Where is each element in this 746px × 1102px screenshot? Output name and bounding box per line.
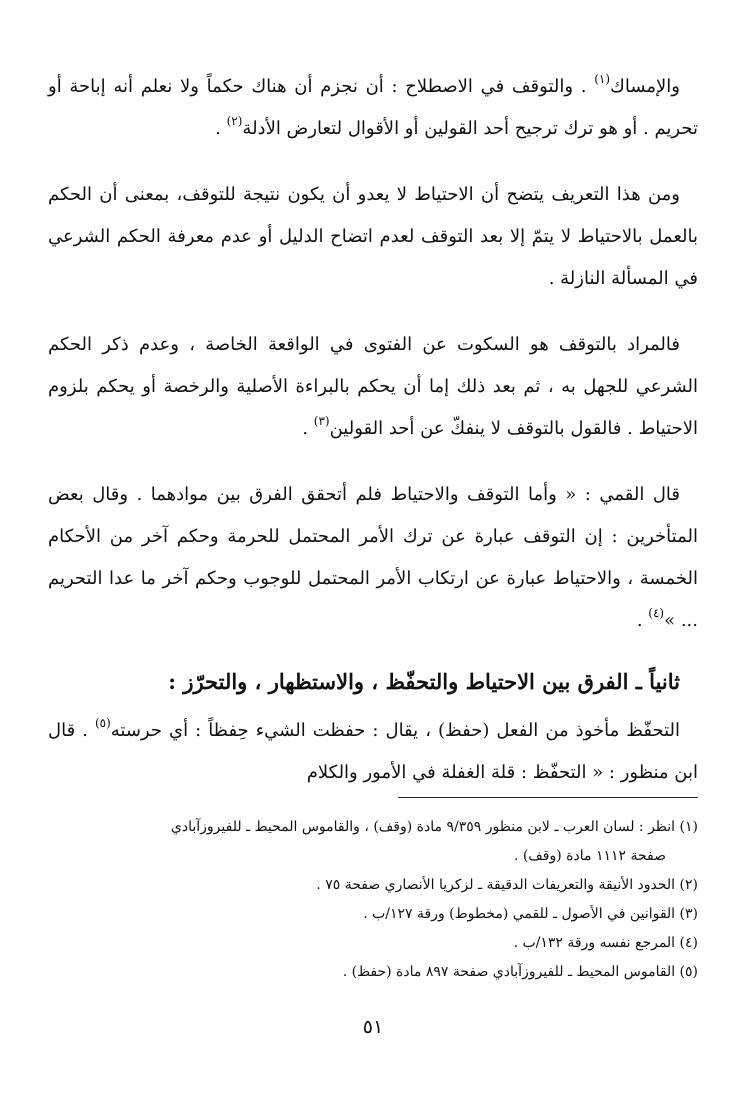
footnote-marker: (٢) <box>679 877 698 893</box>
paragraphs <box>48 66 698 642</box>
section-heading: ثانياً ـ الفرق بين الاحتياط والتحفّظ ، والاستظهار ، والتحرّز : <box>168 669 680 694</box>
paragraph <box>48 324 698 450</box>
footnote-marker: (٣) <box>679 906 698 922</box>
footnote-text: القاموس المحيط ـ للفيروزآبادي صفحة ٨٩٧ مادة (حفظ) . <box>342 964 680 980</box>
footnote-reference: (٤) <box>648 606 665 620</box>
paragraph-text: . <box>302 418 314 439</box>
footnote-marker: (١) <box>679 819 698 835</box>
footnote-marker: (٥) <box>679 964 698 980</box>
footnote-reference: (١) <box>594 72 611 86</box>
paragraph-text: قال القمي : « وأما التوقف والاحتياط فلم أتحقق الفرق بين موادهما . وقال بعض المتأخرين : إن التوقف عبارة عن ترك الأمر المحتمل للحرمة وحكم آخر من الأحكام الخمسة ، والاحتياط عبارة عن ارتكاب الأمر المحتمل للوجوب وحكم آخر ما عدا التحريم ... » <box>48 484 698 631</box>
paragraph-text: . <box>636 610 649 631</box>
footnote-text: انظر : لسان العرب ـ لابن منظور ٩/٣٥٩ مادة (وقف) ، والقاموس المحيط ـ للفيروزآبادي <box>170 819 680 835</box>
paragraph-text: فالمراد بالتوقف هو السكوت عن الفتوى في الواقعة الخاصة ، وعدم ذكر الحكم الشرعي للجهل به ، ثم بعد ذلك إما أن يحكم بالبراءة الأصلية والرخصة أو يحكم بلزوم الاحتياط . فالقول بالتوقف لا ينفكّ عن أحد القولين <box>48 334 698 439</box>
paragraph-text: ومن هذا التعريف يتضح أن الاحتياط لا يعدو أن يكون نتيجة للتوقف، بمعنى أن الحكم بالعمل بالاحتياط لا يتمّ إلا بعد التوقف لعدم اتضاح الدليل أو عدم معرفة الحكم الشرعي في المسألة النازلة . <box>48 184 698 289</box>
footnote-marker: (٤) <box>679 935 698 951</box>
main-text <box>48 66 698 794</box>
footnote <box>48 958 698 987</box>
footnote <box>48 929 698 958</box>
footnote-text: القوانين في الأصول ـ للقمي (مخطوط) ورقة ١٢٧/ب . <box>363 906 680 922</box>
paragraph <box>48 66 698 150</box>
footnote <box>48 900 698 929</box>
footnotes <box>48 813 698 987</box>
footnote-text: الحدود الأنيقة والتعريفات الدقيقة ـ لزكريا الأنصاري صفحة ٧٥ . <box>316 877 680 893</box>
page-number: ٥١ <box>362 1016 384 1038</box>
footnote-text: المرجع نفسه ورقة ١٣٢/ب . <box>513 935 680 951</box>
footnote-reference: (٣) <box>313 414 330 428</box>
paragraph-text: . <box>215 118 227 139</box>
footnote-separator <box>398 797 698 798</box>
paragraph-text: . قال ابن منظور : « التحفّظ : قلة الغفلة في الأمور والكلام <box>48 720 698 783</box>
footnote <box>48 813 698 871</box>
footnote-continuation: صفحة ١١١٢ مادة (وقف) . <box>513 848 666 864</box>
paragraph-text: . والتوقف في الاصطلاح : أن نجزم أن هناك حكماً ولا نعلم أنه إباحة أو تحريم . أو هو ترك ترجيح أحد القولين أو الأقوال لتعارض الأدلة <box>48 76 698 139</box>
footnote-reference: (٥) <box>94 716 111 730</box>
paragraph-text: والإمساك <box>610 76 680 97</box>
paragraph <box>48 174 698 300</box>
footnote <box>48 871 698 900</box>
closing-paragraph <box>48 710 698 794</box>
footnote-reference: (٢) <box>226 114 243 128</box>
paragraph <box>48 474 698 642</box>
paragraph-text: التحفّظ مأخوذ من الفعل (حفظ) ، يقال : حفظت الشيء حِفظاً : أي حرسته <box>110 720 680 741</box>
